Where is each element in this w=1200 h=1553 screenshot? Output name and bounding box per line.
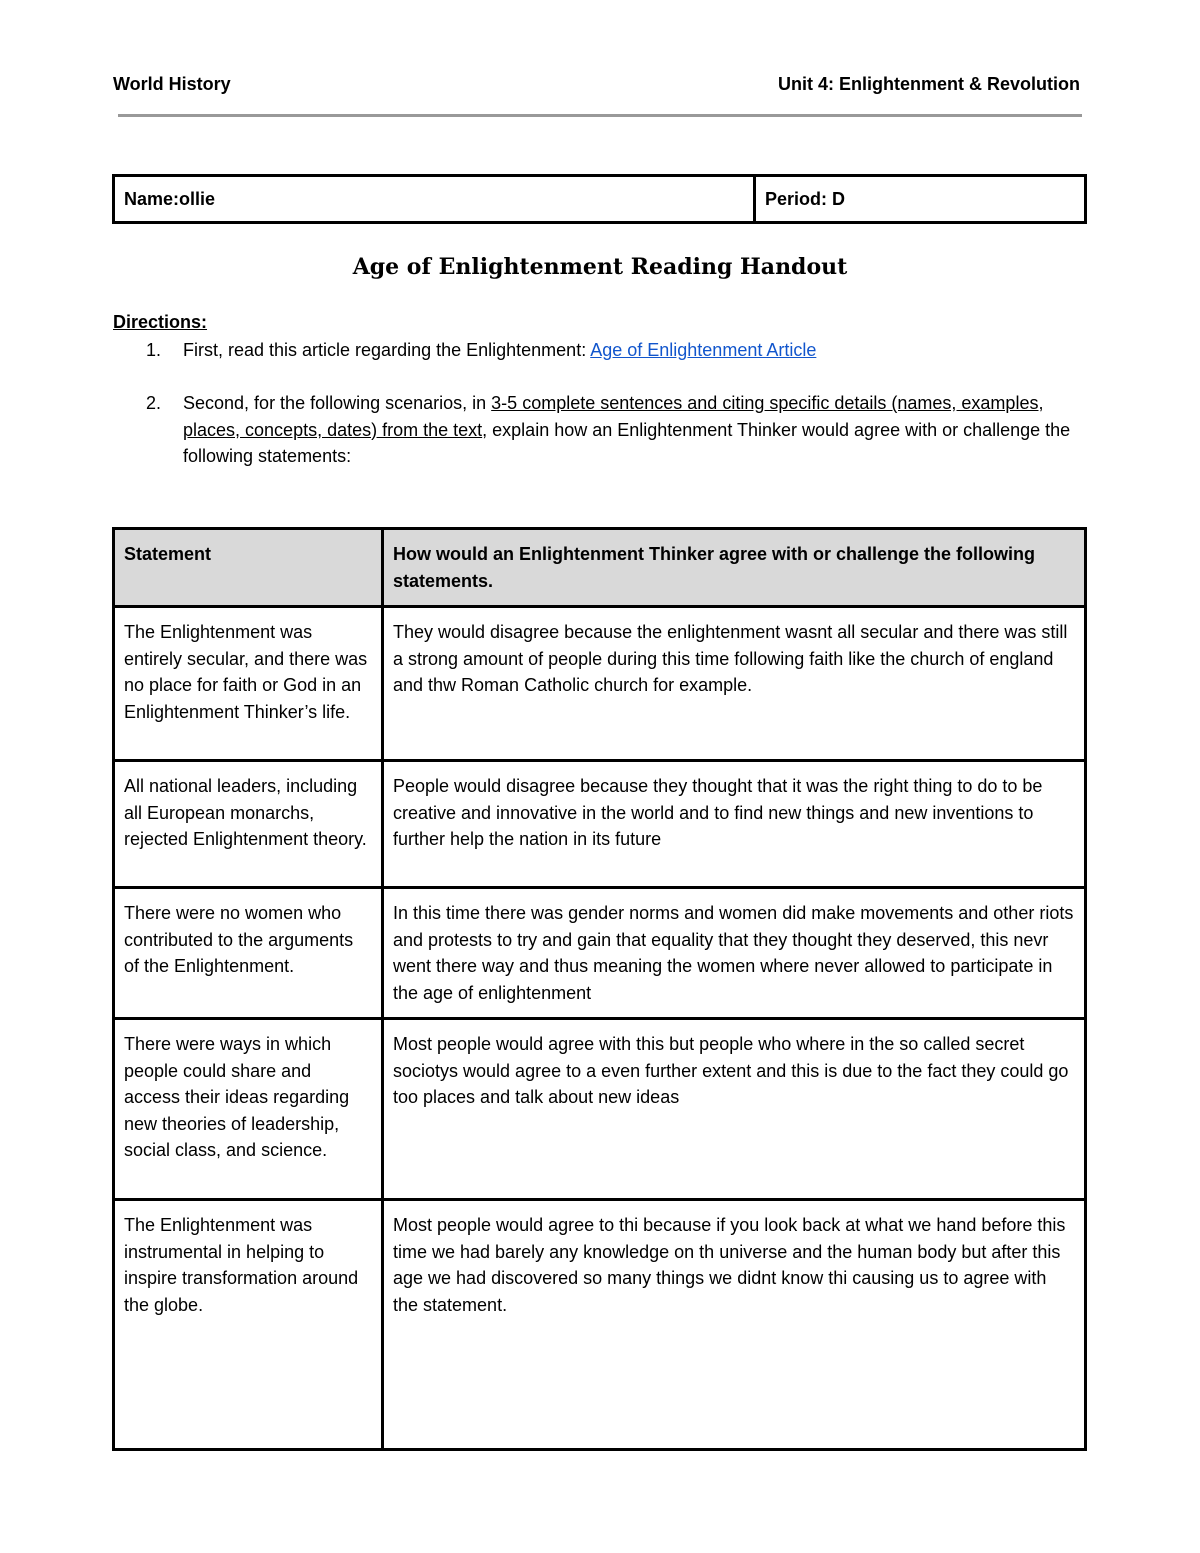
step-number: 1. <box>146 340 162 360</box>
step-2-requirements: 3-5 complete sentences and citing specific details (names, examples, places, concepts, dates) from the text <box>183 393 1044 440</box>
step-text <box>183 390 1073 470</box>
course-title: World History <box>113 74 231 94</box>
response-header: How would an Enlightenment Thinker agree with or challenge the following statements. <box>383 529 1086 607</box>
step-2-text-before: Second, for the following scenarios, in <box>183 393 492 413</box>
step-text <box>183 337 1073 364</box>
response-table <box>112 527 1087 1451</box>
statement-cell: The Enlightenment was entirely secular, and there was no place for faith or God in an Enlightenment Thinker’s life. <box>114 607 383 761</box>
response-cell[interactable]: People would disagree because they thought that it was the right thing to do to be creative and innovative in the world and to find new things and new inventions to further help the nation in its future <box>383 761 1086 888</box>
step-2-text-after: , explain how an Enlightenment Thinker would agree with or challenge the following statements: <box>183 419 1071 466</box>
step-number: 2. <box>146 393 162 413</box>
response-cell[interactable]: In this time there was gender norms and women did make movements and other riots and protests to try and gain that equality that they thought they deserved, this nevr went there way and thus meaning the women where never allowed to participate in the age of enlightenment <box>383 888 1086 1019</box>
statement-cell: All national leaders, including all European monarchs, rejected Enlightenment theory. <box>114 761 383 888</box>
unit-title: Unit 4: Enlightenment & Revolution <box>778 74 1080 94</box>
table-row <box>114 888 1086 1019</box>
statement-header: Statement <box>114 529 383 607</box>
response-cell[interactable]: Most people would agree with this but people who where in the so called secret sociotys would agree to a even further extent and this is due to the fact they could go too places and talk about new ideas <box>383 1019 1086 1200</box>
response-cell[interactable]: They would disagree because the enlightenment wasnt all secular and there was still a strong amount of people during this time following faith like the church of england and thw Roman Catholic church for example. <box>383 607 1086 761</box>
step-1-text: First, read this article regarding the Enlightenment: <box>183 340 591 360</box>
table-header-row <box>114 529 1086 607</box>
statement-cell: There were no women who contributed to the arguments of the Enlightenment. <box>114 888 383 1019</box>
student-name-cell[interactable]: Name:ollie <box>114 176 755 223</box>
period-cell[interactable]: Period: D <box>755 176 1086 223</box>
table-row <box>114 1019 1086 1200</box>
article-link[interactable]: Age of Enlightenment Article <box>590 340 817 360</box>
table-row <box>114 1200 1086 1450</box>
directions-label: Directions: <box>113 312 208 332</box>
response-cell[interactable]: Most people would agree to thi because if you look back at what we hand before this time we had barely any knowledge on th universe and the human body but after this age we had discovered so many things we didnt know thi causing us to agree with the statement. <box>383 1200 1086 1450</box>
statement-cell: There were ways in which people could share and access their ideas regarding new theories of leadership, social class, and science. <box>114 1019 383 1200</box>
statement-cell: The Enlightenment was instrumental in helping to inspire transformation around the globe. <box>114 1200 383 1450</box>
header-divider <box>118 114 1082 117</box>
student-info-table <box>112 174 1087 224</box>
table-row <box>114 607 1086 761</box>
table-row <box>114 761 1086 888</box>
page-title: Age of Enlightenment Reading Handout <box>352 254 848 280</box>
